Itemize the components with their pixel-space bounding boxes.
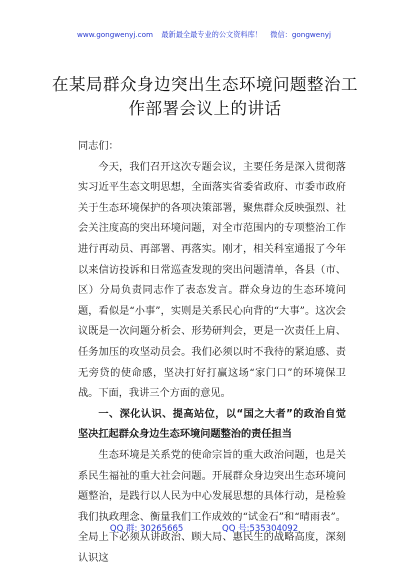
header-wechat: 微信：gongwenyj	[270, 30, 332, 39]
section-paragraph: 生态环境是关系党的使命宗旨的重大政治问题，也是关系民生福祉的重大社会问题。开展群众身边突出生态环境问题整治，是践行以人民为中心发展思想的具体行动，是检验我们执政理念、衡量我们工作成效的“试金石”和“晴雨表”。全局上下必须从讲政治、顾大局、惠民生的战略高度，深刻认识这	[78, 449, 346, 564]
salutation: 同志们：	[78, 141, 119, 152]
document-title: 在某局群众身边突出生态环境问题整治工作部署会议上的讲话	[52, 75, 358, 118]
page-header	[0, 30, 408, 40]
section-heading: 一、深化认识、提高站位，以“国之大者”的政治自觉坚决扛起群众身边生态环境问题整治的责任担当	[78, 408, 346, 441]
intro-paragraph: 今天，我们召开这次专题会议，主要任务是深入贯彻落实习近平生态文明思想，全面落实省委省政府、市委市政府关于生态环境保护的各项决策部署，聚焦群众反映强烈、社会关注度高的突出环境问题，对全市范围内的专项整治工作进行再动员、再部署、再落实。刚才，相关科室通报了今年以来信访投诉和日常巡查发现的突出问题清单，各县（市、区）分局负责同志作了表态发言。群众身边的生态环境问题，看似是“小事”，实则是关系民心向背的“大事”。这次会议既是一次问题分析会、形势研判会，更是一次责任上肩、任务加压的攻坚动员会。我们必须以时不我待的紧迫感、责无旁贷的使命感，坚决打好打赢这场“家门口”的环境保卫战。下面，我讲三个方面的意见。	[78, 161, 346, 400]
page-footer	[0, 522, 408, 534]
header-slogan: 最新最全最专业的公文资料库！	[161, 30, 262, 39]
footer-qq-number: QQ 号:535304092	[222, 524, 299, 534]
header-website-link[interactable]: www.gongwenyj.com	[76, 30, 154, 39]
footer-qq-group: QQ 群: 30265665	[109, 524, 184, 534]
document-body	[78, 137, 346, 569]
